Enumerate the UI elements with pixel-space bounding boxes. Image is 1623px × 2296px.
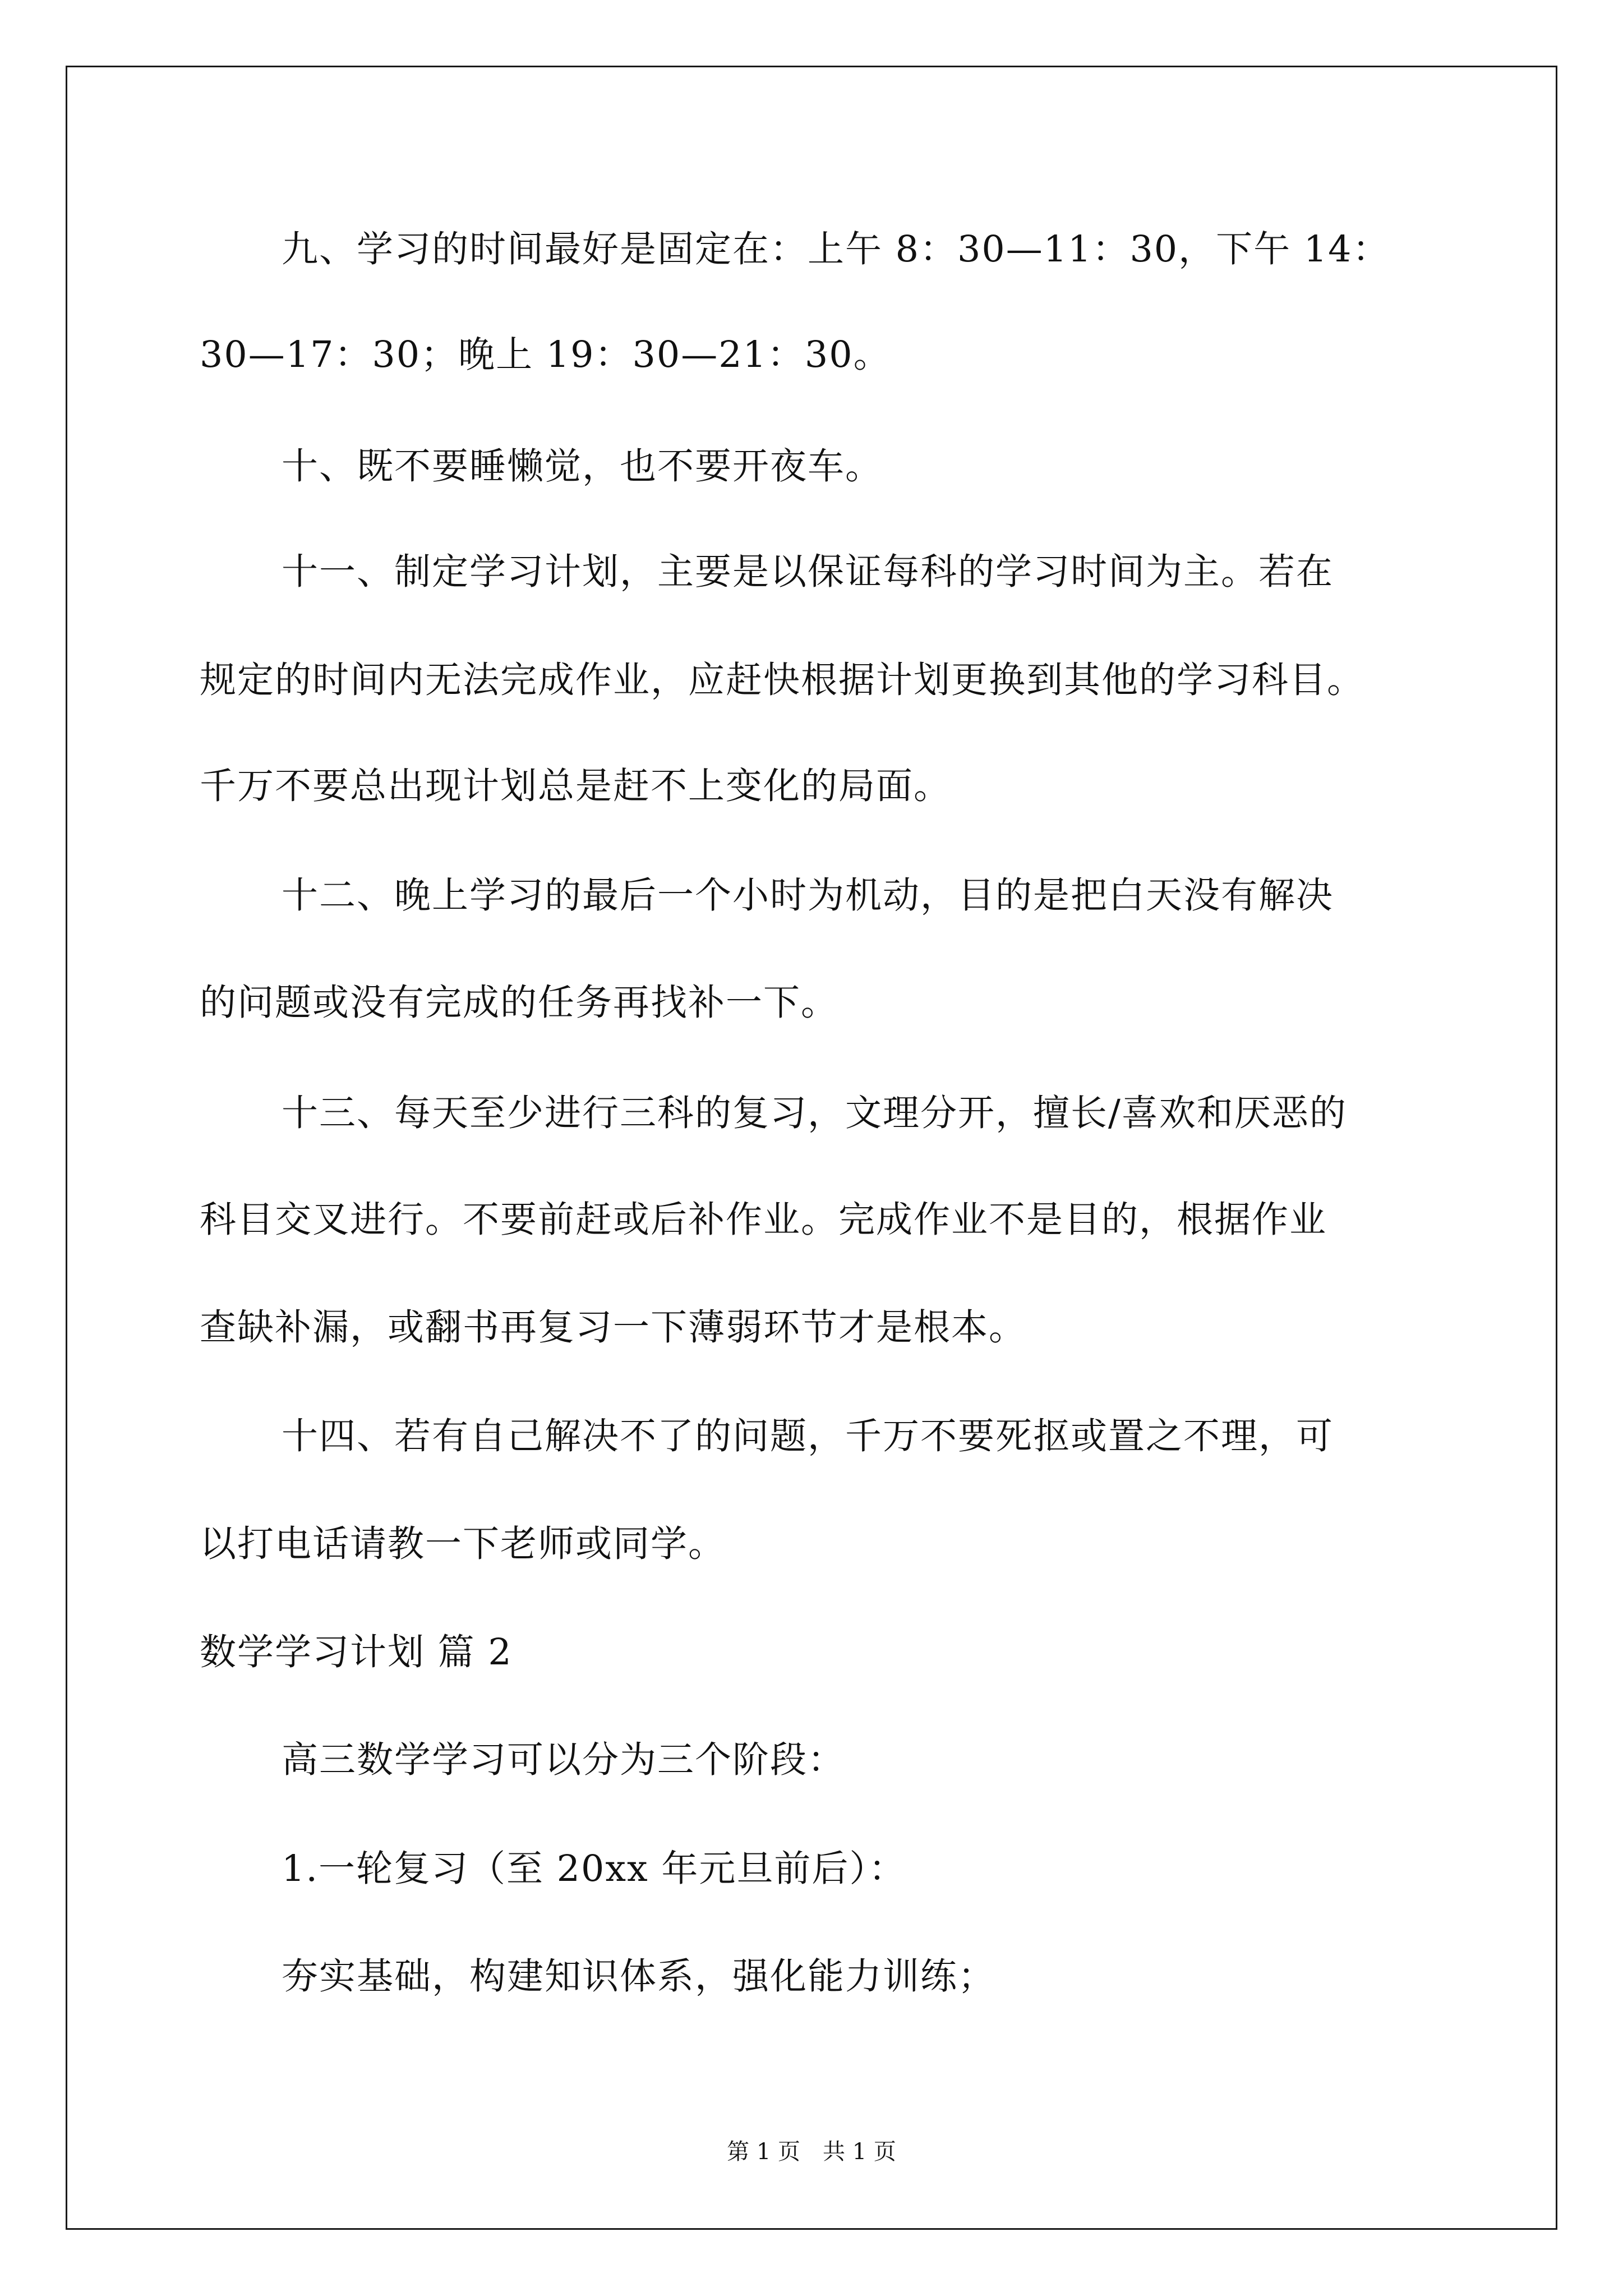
paragraph-line: 十四、若有自己解决不了的问题，千万不要死抠或置之不理，可 xyxy=(282,1415,1334,1457)
paragraph-line: 九、学习的时间最好是固定在：上午 8：30—11：30，下午 14： xyxy=(282,228,1390,270)
paragraph-line: 1.一轮复习（至 20xx 年元旦前后）： xyxy=(282,1848,906,1890)
paragraph-line: 千万不要总出现计划总是赶不上变化的局面。 xyxy=(200,765,952,807)
paragraph-line: 十一、制定学习计划，主要是以保证每科的学习时间为主。若在 xyxy=(282,551,1334,593)
paragraph-line: 高三数学学习可以分为三个阶段： xyxy=(282,1739,846,1781)
paragraph-line: 的问题或没有完成的任务再找补一下。 xyxy=(200,982,839,1024)
paragraph-line: 十三、每天至少进行三科的复习，文理分开，擅长/喜欢和厌恶的 xyxy=(282,1092,1347,1134)
paragraph-line: 科目交叉进行。不要前赶或后补作业。完成作业不是目的，根据作业 xyxy=(200,1199,1327,1241)
section-heading: 数学学习计划 篇 2 xyxy=(200,1631,513,1673)
paragraph-line: 以打电话请教一下老师或同学。 xyxy=(200,1523,726,1565)
paragraph-line: 查缺补漏，或翻书再复习一下薄弱环节才是根本。 xyxy=(200,1306,1027,1349)
paragraph-line: 十二、晚上学习的最后一个小时为机动，目的是把白天没有解决 xyxy=(282,875,1334,917)
page-border xyxy=(66,66,1557,2230)
paragraph-line: 十、既不要睡懒觉，也不要开夜车。 xyxy=(282,445,883,487)
paragraph-line: 夯实基础，构建知识体系，强化能力训练； xyxy=(282,1955,996,1998)
page-footer: 第 1 页 共 1 页 xyxy=(727,2139,896,2165)
paragraph-line: 30—17：30；晚上 19：30—21：30。 xyxy=(200,334,891,376)
paragraph-line: 规定的时间内无法完成作业，应赶快根据计划更换到其他的学习科目。 xyxy=(200,659,1365,701)
